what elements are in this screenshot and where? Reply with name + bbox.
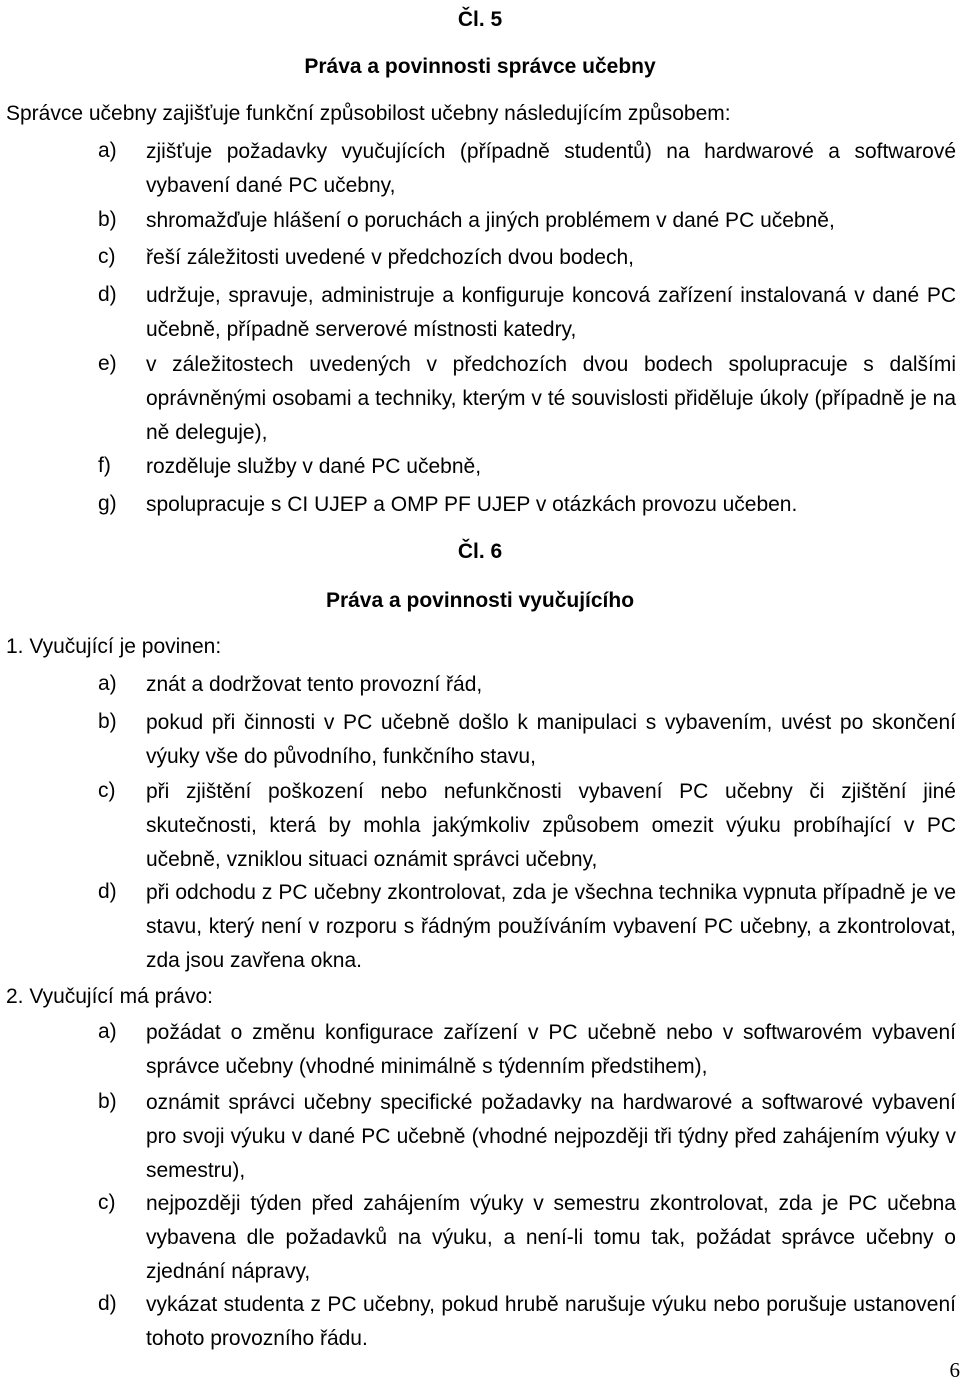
item-text: udržuje, spravuje, administruje a konfiguruje koncová zařízení instalovaná v dané PC učebně, případně serverové místnosti katedry,: [146, 284, 956, 341]
item-marker: a): [98, 139, 117, 162]
item-text: rozděluje služby v dané PC učebně,: [146, 455, 482, 478]
article-5-number: Čl. 5: [457, 8, 503, 31]
item-marker: a): [98, 672, 117, 695]
item-marker: d): [98, 1292, 117, 1315]
item-text: při zjištění poškození nebo nefunkčnosti vybavení PC učebny či zjištění jiné skutečnosti, která by mohla jakýmkoliv způsobem omezit výuku probíhající v PC učebně, vzniklou situaci oznámit správci učebny,: [146, 780, 956, 871]
item-text: shromažďuje hlášení o poruchách a jiných problémem v dané PC učebně,: [146, 209, 835, 232]
item-marker: b): [98, 710, 117, 733]
item-text: v záležitostech uvedených v předchozích dvou bodech spolupracuje s dalšími oprávněnými osobami a techniky, kterým v té souvislosti přiděluje úkoly (případně je na ně deleguje),: [146, 353, 956, 444]
article-6-number: Čl. 6: [457, 540, 503, 563]
item-marker: d): [98, 880, 117, 903]
page-number: 6: [949, 1358, 960, 1382]
item-text: znát a dodržovat tento provozní řád,: [146, 673, 483, 696]
item-marker: e): [98, 352, 117, 375]
item-marker: b): [98, 1090, 117, 1113]
item-text: zjišťuje požadavky vyučujících (případně studentů) na hardwarové a softwarové vybavení dané PC učebny,: [146, 140, 956, 197]
item-marker: c): [98, 779, 116, 802]
article-5-intro: Správce učebny zajišťuje funkční způsobilost učebny následujícím způsobem:: [6, 102, 731, 125]
item-text: řeší záležitosti uvedené v předchozích dvou bodech,: [146, 246, 634, 269]
item-marker: a): [98, 1020, 117, 1043]
article-6-title: Práva a povinnosti vyučujícího: [325, 589, 635, 612]
item-marker: c): [98, 245, 116, 268]
article-5-title: Práva a povinnosti správce učebny: [304, 55, 656, 78]
item-text: pokud při činnosti v PC učebně došlo k manipulaci s vybavením, uvést po skončení výuky vše do původního, funkčního stavu,: [146, 711, 956, 768]
item-marker: c): [98, 1191, 116, 1214]
section-2-heading: 2. Vyučující má právo:: [6, 985, 213, 1008]
item-text: nejpozději týden před zahájením výuky v semestru zkontrolovat, zda je PC učebna vybavena dle požadavků na výuku, a není-li tomu tak, požádat správce učebny o zjednání nápravy,: [146, 1192, 956, 1283]
item-text: spolupracuje s CI UJEP a OMP PF UJEP v otázkách provozu učeben.: [146, 493, 798, 516]
item-marker: b): [98, 208, 117, 231]
item-text: při odchodu z PC učebny zkontrolovat, zda je všechna technika vypnuta případně je ve stavu, který není v rozporu s řádným používáním vybavení PC učebny, a zkontrolovat, zda jsou zavřena okna.: [146, 881, 956, 972]
item-text: požádat o změnu konfigurace zařízení v PC učebně nebo v softwarovém vybavení správce učebny (vhodné minimálně s týdenním předstihem),: [146, 1021, 956, 1078]
item-marker: d): [98, 283, 117, 306]
item-marker: g): [98, 492, 117, 515]
item-marker: f): [98, 454, 111, 477]
item-text: vykázat studenta z PC učebny, pokud hrubě narušuje výuku nebo porušuje ustanovení tohoto provozního řádu.: [146, 1293, 956, 1350]
item-text: oznámit správci učebny specifické požadavky na hardwarové a softwarové vybavení pro svoji výuku v dané PC učebně (vhodné nejpozději tři týdny před zahájením výuky v semestru),: [146, 1091, 956, 1182]
section-1-heading: 1. Vyučující je povinen:: [6, 635, 222, 658]
